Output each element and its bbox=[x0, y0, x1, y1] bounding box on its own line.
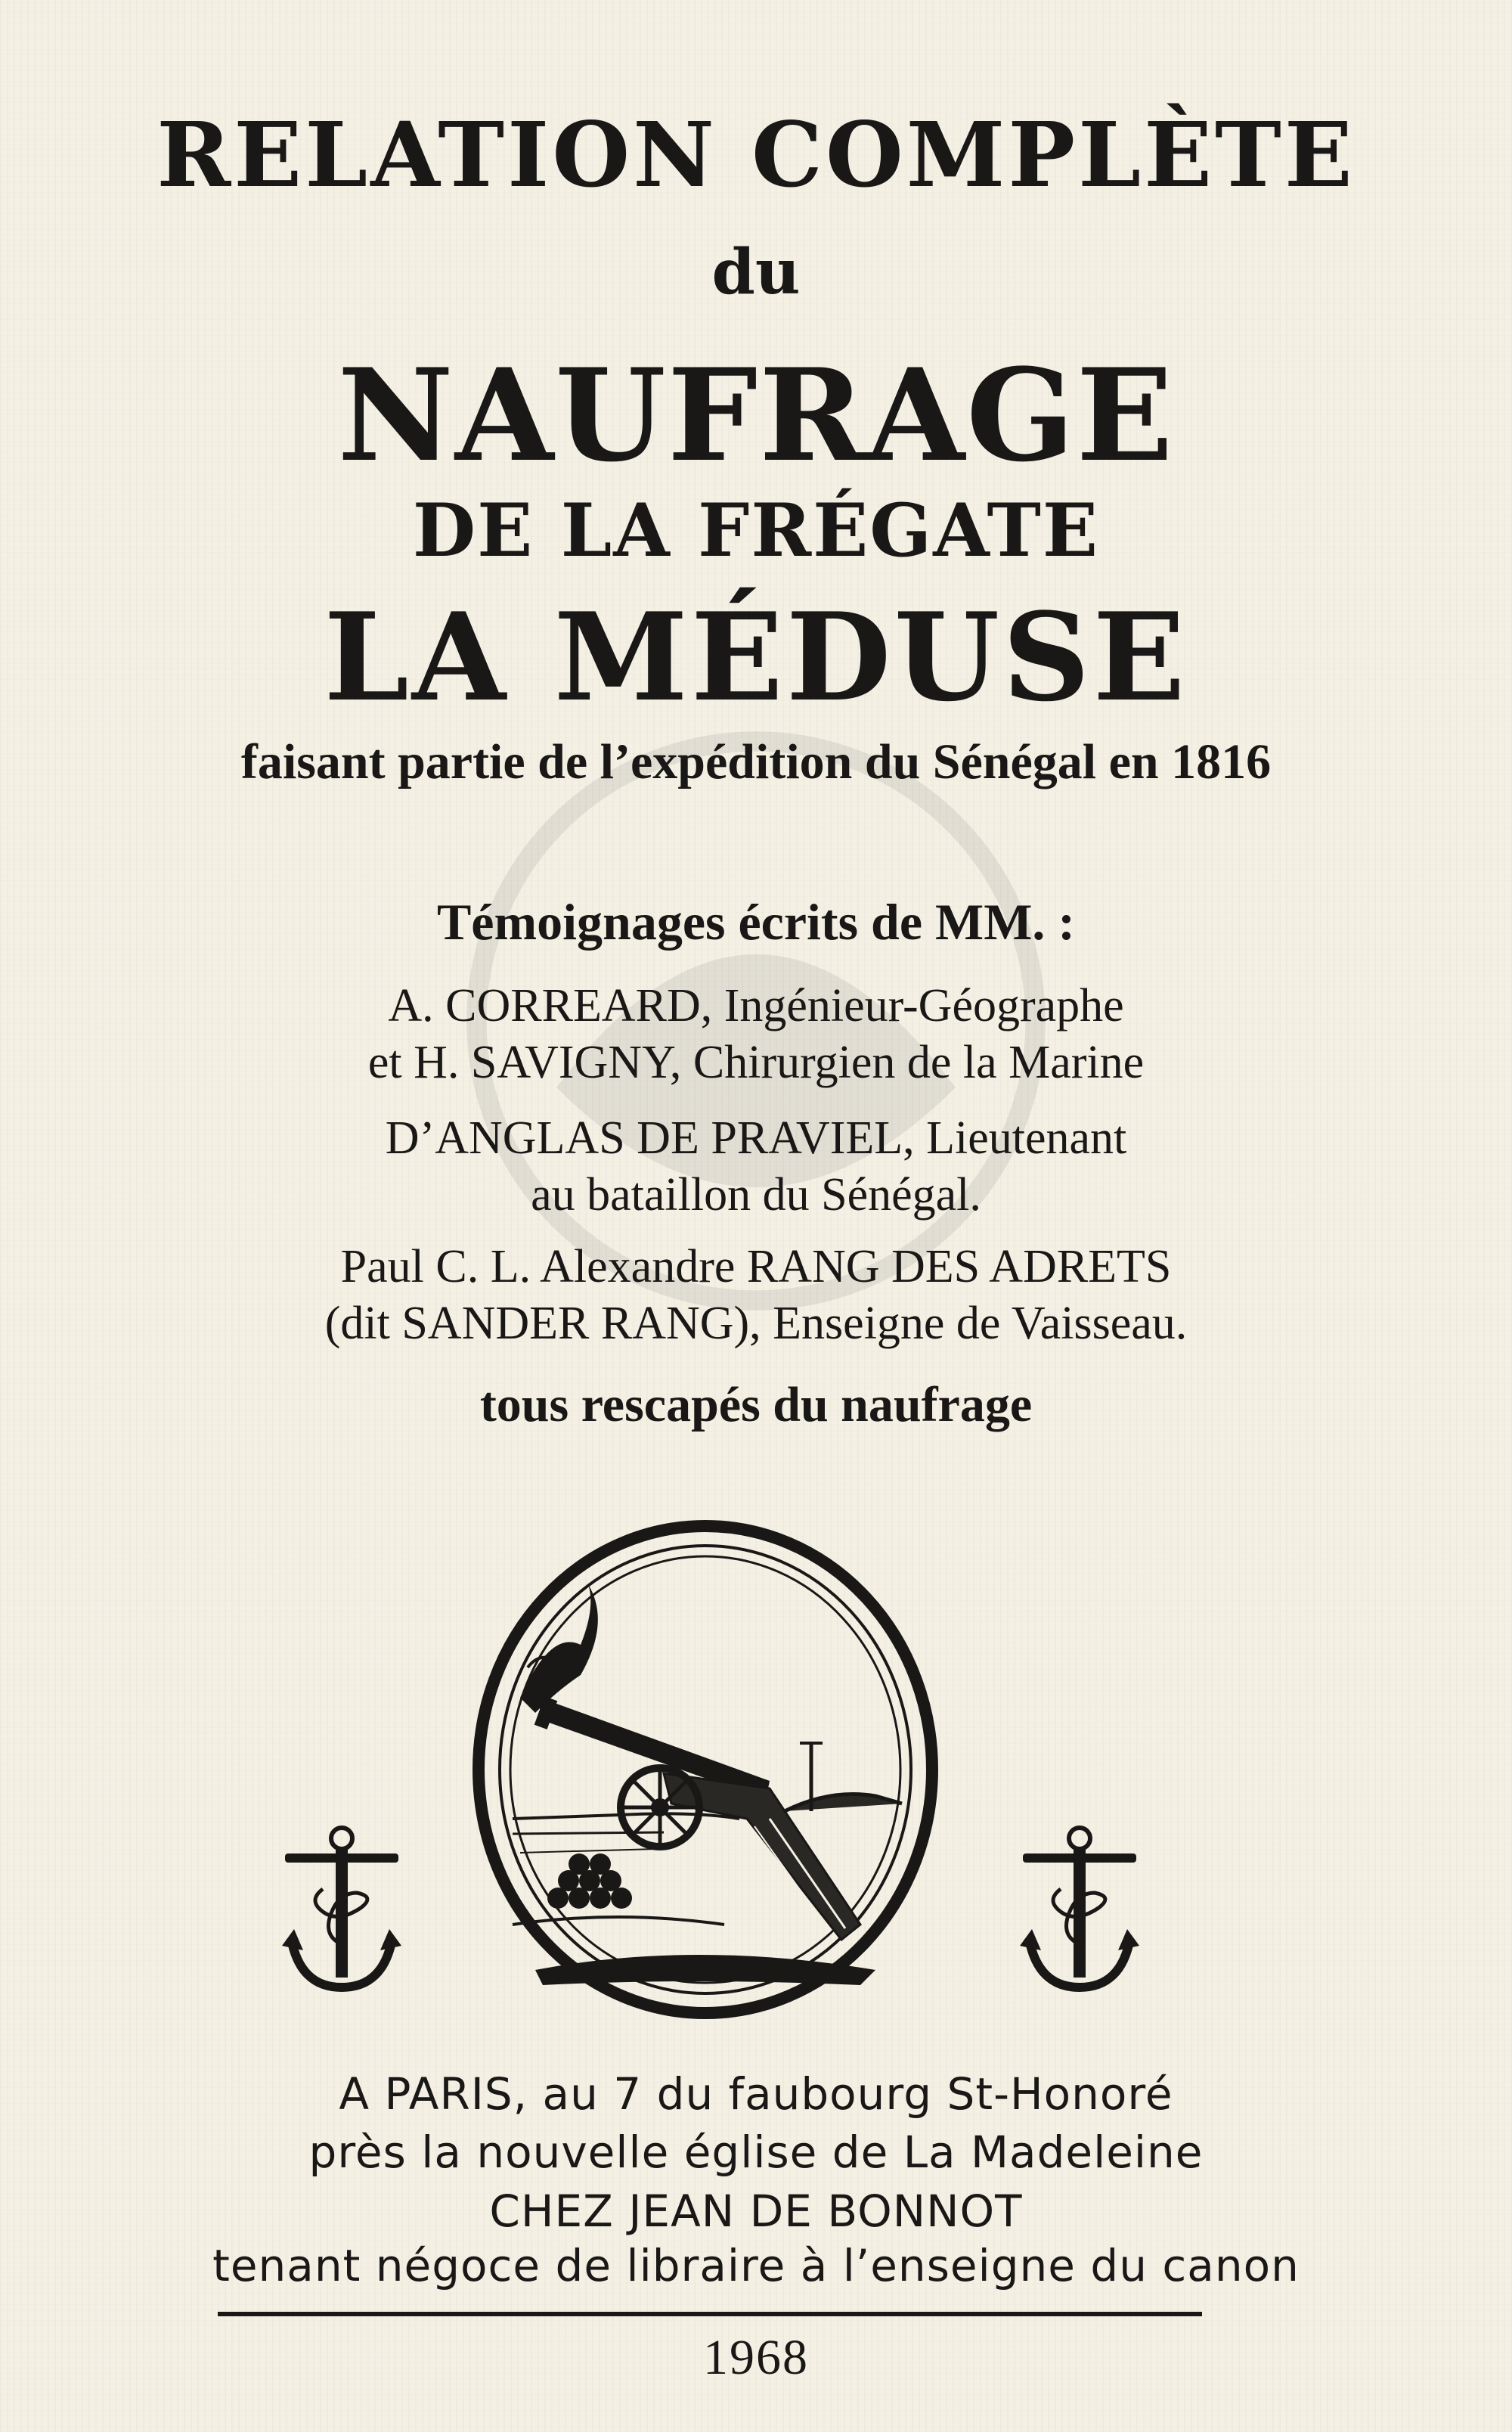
cannon-medallion-icon bbox=[467, 1516, 943, 2023]
title-line-naufrage: NAUFRAGE bbox=[337, 340, 1175, 490]
anchor-icon bbox=[277, 1825, 406, 2006]
imprint-line: tenant négoce de libraire à l’enseigne du canon bbox=[212, 2240, 1300, 2291]
testimony-line: Paul C. L. Alexandre RANG DES ADRETS bbox=[340, 1241, 1172, 1292]
imprint-line: CHEZ JEAN DE BONNOT bbox=[489, 2185, 1023, 2237]
title-line-meduse: LA MÉDUSE bbox=[324, 586, 1188, 728]
imprint-line: A PARIS, au 7 du faubourg St-Honoré bbox=[339, 2068, 1173, 2120]
title-line-du: du bbox=[711, 236, 801, 309]
testimony-line: et H. SAVIGNY, Chirurgien de la Marine bbox=[367, 1037, 1145, 1088]
testimonies-heading: Témoignages écrits de MM. : bbox=[436, 893, 1076, 951]
title-line-relation: RELATION COMPLÈTE bbox=[156, 102, 1356, 207]
publication-year: 1968 bbox=[703, 2330, 809, 2385]
title-subtitle: faisant partie de l’expédition du Sénégal en 1816 bbox=[240, 734, 1272, 789]
anchor-icon bbox=[1015, 1825, 1144, 2006]
testimony-line: A. CORREARD, Ingénieur-Géographe bbox=[388, 980, 1124, 1031]
title-line-fregate: DE LA FRÉGATE bbox=[412, 488, 1100, 573]
divider-rule bbox=[218, 2312, 1202, 2316]
testimony-line: au bataillon du Sénégal. bbox=[531, 1169, 981, 1221]
testimony-line: (dit SANDER RANG), Enseigne de Vaisseau. bbox=[324, 1298, 1188, 1349]
testimony-line: D’ANGLAS DE PRAVIEL, Lieutenant bbox=[385, 1112, 1127, 1164]
imprint-line: près la nouvelle église de La Madeleine bbox=[308, 2126, 1204, 2178]
testimonies-closing: tous rescapés du naufrage bbox=[479, 1377, 1033, 1432]
